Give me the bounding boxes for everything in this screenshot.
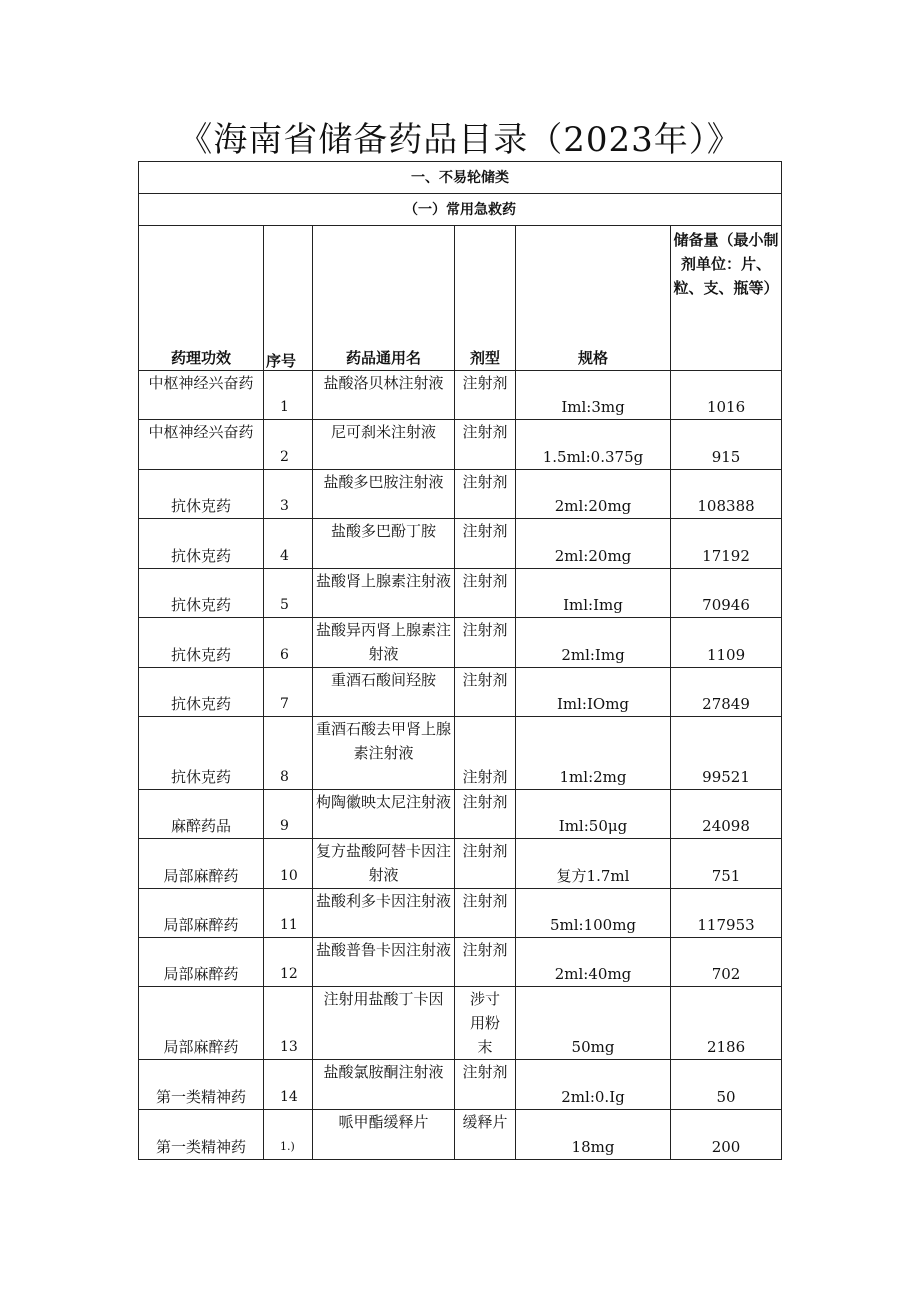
seq-cell: 8 (264, 717, 313, 790)
name-cell: 枸陶徽映太尼注射液 (313, 790, 455, 839)
form-cell: 注射剂 (455, 889, 516, 938)
category-cell: 局部麻醉药 (139, 839, 264, 889)
amount-cell: 915 (671, 420, 782, 470)
category-cell: 抗休克药 (139, 618, 264, 668)
category-cell: 局部麻醉药 (139, 987, 264, 1060)
header-category: 药理功效 (139, 226, 264, 371)
name-cell: 盐酸肾上腺素注射液 (313, 569, 455, 618)
spec-cell: Iml:50μg (516, 790, 671, 839)
form-cell: 注射剂 (455, 519, 516, 569)
spec-cell: 1.5ml:0.375g (516, 420, 671, 470)
spec-cell: 2ml:20mg (516, 519, 671, 569)
name-cell: 盐酸多巴酚丁胺 (313, 519, 455, 569)
seq-cell: 6 (264, 618, 313, 668)
category-cell: 抗休克药 (139, 470, 264, 519)
table-row (139, 938, 782, 987)
form-cell: 注射剂 (455, 790, 516, 839)
spec-cell: Iml:Img (516, 569, 671, 618)
spec-cell: 50mg (516, 987, 671, 1060)
seq-cell: 5 (264, 569, 313, 618)
name-cell: 复方盐酸阿替卡因注射液 (313, 839, 455, 889)
spec-cell: 2ml:20mg (516, 470, 671, 519)
name-cell: 重酒石酸间羟胺 (313, 668, 455, 717)
table-row (139, 717, 782, 790)
seq-cell: 3 (264, 470, 313, 519)
category-cell: 抗休克药 (139, 519, 264, 569)
amount-cell: 2186 (671, 987, 782, 1060)
seq-cell: 13 (264, 987, 313, 1060)
spec-cell: Iml:IOmg (516, 668, 671, 717)
seq-cell: 10 (264, 839, 313, 889)
spec-cell: 2ml:0.Ig (516, 1060, 671, 1110)
name-cell: 尼可刹米注射液 (313, 420, 455, 470)
header-name: 药品通用名 (313, 226, 455, 371)
category-cell: 中枢神经兴奋药 (139, 371, 264, 420)
table-row (139, 790, 782, 839)
name-cell: 哌甲酯缓释片 (313, 1110, 455, 1160)
amount-cell: 702 (671, 938, 782, 987)
seq-cell: 12 (264, 938, 313, 987)
table-row (139, 668, 782, 717)
table-row (139, 371, 782, 420)
name-cell: 盐酸异丙肾上腺素注射液 (313, 618, 455, 668)
form-cell: 注射剂 (455, 668, 516, 717)
spec-cell: 1ml:2mg (516, 717, 671, 790)
amount-cell: 751 (671, 839, 782, 889)
amount-cell: 99521 (671, 717, 782, 790)
form-cell: 注射剂 (455, 618, 516, 668)
form-cell: 缓释片 (455, 1110, 516, 1160)
category-cell: 第一类精神药 (139, 1060, 264, 1110)
category-cell: 抗休克药 (139, 668, 264, 717)
seq-cell: 1 (264, 371, 313, 420)
name-cell: 盐酸氯胺酮注射液 (313, 1060, 455, 1110)
spec-cell: 复方1.7ml (516, 839, 671, 889)
amount-cell: 50 (671, 1060, 782, 1110)
table-row (139, 987, 782, 1060)
seq-cell: 11 (264, 889, 313, 938)
amount-cell: 24098 (671, 790, 782, 839)
table-row (139, 470, 782, 519)
amount-cell: 1109 (671, 618, 782, 668)
category-cell: 抗休克药 (139, 717, 264, 790)
header-seq: 序号 (264, 226, 313, 371)
table-row (139, 569, 782, 618)
form-cell: 注射剂 (455, 470, 516, 519)
table-row (139, 889, 782, 938)
spec-cell: 18mg (516, 1110, 671, 1160)
amount-cell: 17192 (671, 519, 782, 569)
spec-cell: 5ml:100mg (516, 889, 671, 938)
form-cell: 涉寸用粉末 (455, 987, 516, 1060)
form-cell: 注射剂 (455, 569, 516, 618)
amount-cell: 70946 (671, 569, 782, 618)
name-cell: 盐酸洛贝林注射液 (313, 371, 455, 420)
table-row (139, 1060, 782, 1110)
spec-cell: Iml:3mg (516, 371, 671, 420)
amount-cell: 1016 (671, 371, 782, 420)
header-spec: 规格 (516, 226, 671, 371)
table-row (139, 519, 782, 569)
header-form: 剂型 (455, 226, 516, 371)
header-amount: 储备量（最小制剂单位：片、粒、支、瓶等） (671, 226, 782, 371)
seq-cell: 2 (264, 420, 313, 470)
category-cell: 麻醉药品 (139, 790, 264, 839)
category-cell: 第一类精神药 (139, 1110, 264, 1160)
form-cell: 注射剂 (455, 1060, 516, 1110)
amount-cell: 27849 (671, 668, 782, 717)
table-row (139, 420, 782, 470)
amount-cell: 200 (671, 1110, 782, 1160)
form-cell: 注射剂 (455, 717, 516, 790)
subsection-heading: （一）常用急救药 (139, 194, 782, 226)
amount-cell: 117953 (671, 889, 782, 938)
name-cell: 盐酸普鲁卡因注射液 (313, 938, 455, 987)
form-cell: 注射剂 (455, 420, 516, 470)
table-row (139, 618, 782, 668)
name-cell: 盐酸多巴胺注射液 (313, 470, 455, 519)
seq-cell: 1.) (264, 1110, 313, 1160)
name-cell: 注射用盐酸丁卡因 (313, 987, 455, 1060)
form-cell: 注射剂 (455, 839, 516, 889)
form-cell: 注射剂 (455, 371, 516, 420)
spec-cell: 2ml:Img (516, 618, 671, 668)
category-cell: 局部麻醉药 (139, 938, 264, 987)
category-cell: 抗休克药 (139, 569, 264, 618)
drug-reserve-table (138, 161, 782, 1160)
seq-cell: 7 (264, 668, 313, 717)
spec-cell: 2ml:40mg (516, 938, 671, 987)
category-cell: 局部麻醉药 (139, 889, 264, 938)
table-body (139, 371, 782, 1160)
form-cell: 注射剂 (455, 938, 516, 987)
name-cell: 盐酸利多卡因注射液 (313, 889, 455, 938)
amount-cell: 108388 (671, 470, 782, 519)
table-row (139, 1110, 782, 1160)
seq-cell: 14 (264, 1060, 313, 1110)
name-cell: 重酒石酸去甲肾上腺素注射液 (313, 717, 455, 790)
seq-cell: 4 (264, 519, 313, 569)
seq-cell: 9 (264, 790, 313, 839)
category-cell: 中枢神经兴奋药 (139, 420, 264, 470)
document-title: 《海南省储备药品目录（2023年）》 (178, 120, 742, 160)
section-heading: 一、不易轮储类 (139, 162, 782, 194)
table-row (139, 839, 782, 889)
